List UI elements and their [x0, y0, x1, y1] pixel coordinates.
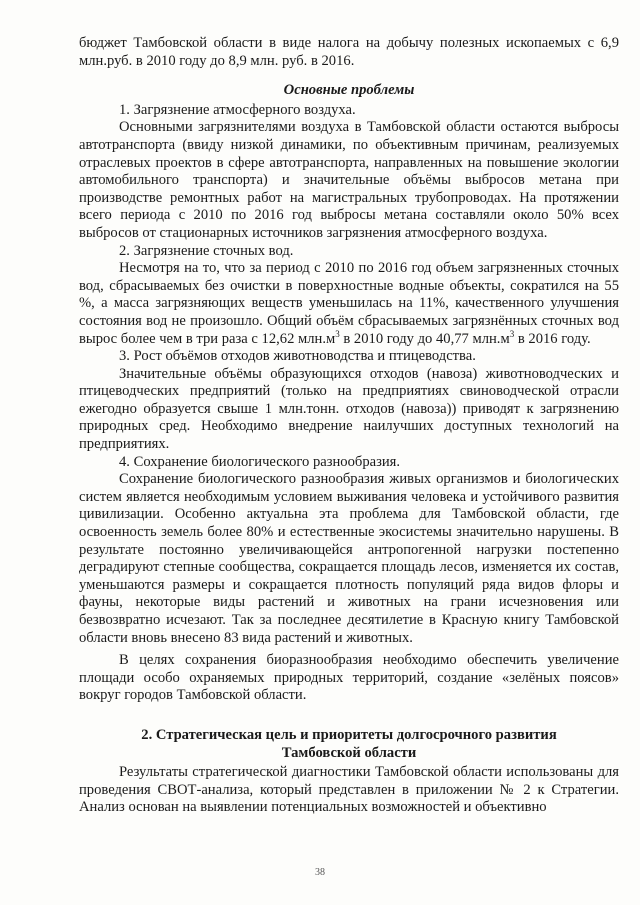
- item2-body-part2: в 2010 году до 40,77 млн.м: [339, 330, 510, 347]
- intro-continuation: бюджет Тамбовской области в виде налога на добычу полезных ископаемых с 6,9 млн.руб. в 2010 году до 8,9 млн. руб. в 2016.: [79, 35, 619, 69]
- item2-body-part3: в 2016 году.: [514, 330, 591, 347]
- item4-conclusion: В целях сохранения биоразнообразия необходимо обеспечить увеличение площади особо охраняемых природных территорий, создание «зелёных поясов» вокруг городов Тамбовской области.: [79, 652, 619, 704]
- item4-body: Сохранение биологического разнообразия живых организмов и биологических систем является необходимым условием выживания человека и устойчивого развития цивилизации. Особенно актуальна эта проблема для Тамбовской области, где освоенность земель более 80% и естественные экосистемы значительно нарушены. В результате постоянно увеличивающейся антропогенной нагрузки постепенно деградируют степные сообщества, сокращается площадь лесов, изменяется их состав, уменьшаются размеры и сокращается плотность популяций ряда видов флоры и фауны, некоторые виды растений и животных на грани исчезновения или безвозвратно исчезают. Так за последнее десятилетие в Красную книгу Тамбовской области вновь внесено 83 вида растений и животных.: [79, 471, 619, 646]
- page-body: [79, 35, 619, 817]
- item3-body: Значительные объёмы образующихся отходов (навоза) животноводческих и птицеводческих предприятий (только на предприятиях свиноводческой отрасли ежегодно образуется свыше 1 млн.тонн. отходов (навоза)) приводят к загрязнению природных сред. Необходимо внедрение наилучших доступных технологий на предприятиях.: [79, 365, 619, 453]
- item2-body-part1: Несмотря на то, что за период с 2010 по 2016 год объем загрязненных сточных вод, сбрасываемых без очистки в поверхностные водные объекты, сократился на 55 %, а масса загрязняющих веществ уменьшилась на 11%, качественного улучшения состояния вод не произошло. Общий объём сбрасываемых загрязнённых сточных вод вырос более чем в три раза с 12,62 млн.м: [79, 260, 619, 347]
- item2-heading: 2. Загрязнение сточных вод.: [119, 242, 294, 259]
- item1-body: Основными загрязнителями воздуха в Тамбовской области остаются выбросы автотранспорта (ввиду низкой динамики, по объективным причинам, реализуемых отраслевых проектов в сфере автотранспорта, направленных на повышение экологии автомобильного транспорта) и значительные объёмы выбросов метана при производстве ремонтных работ на магистральных трубопроводах. На протяжении всего периода с 2010 по 2016 год выбросы метана составляли около 50% всех выбросов от стационарных источников загрязнения атмосферного воздуха.: [79, 119, 619, 241]
- item2-superscript-2: 3: [509, 328, 515, 339]
- item2-superscript-1: 3: [335, 328, 340, 339]
- item2-body: [79, 260, 619, 348]
- chapter-heading: 2. Стратегическая цель и приоритеты долгосрочного развития Тамбовской области: [141, 726, 557, 761]
- page-number: 38: [315, 867, 325, 878]
- section-title: Основные проблемы: [283, 82, 415, 99]
- item4-heading: 4. Сохранение биологического разнообразия.: [119, 453, 401, 470]
- item3-heading: 3. Рост объёмов отходов животноводства и птицеводства.: [119, 348, 476, 365]
- chapter-body: Результаты стратегической диагностики Тамбовской области использованы для проведения СВОТ-анализа, который представлен в приложении № 2 к Стратегии. Анализ основан на выявлении потенциальных возможностей и объективно: [79, 764, 619, 816]
- item1-heading: 1. Загрязнение атмосферного воздуха.: [119, 101, 356, 118]
